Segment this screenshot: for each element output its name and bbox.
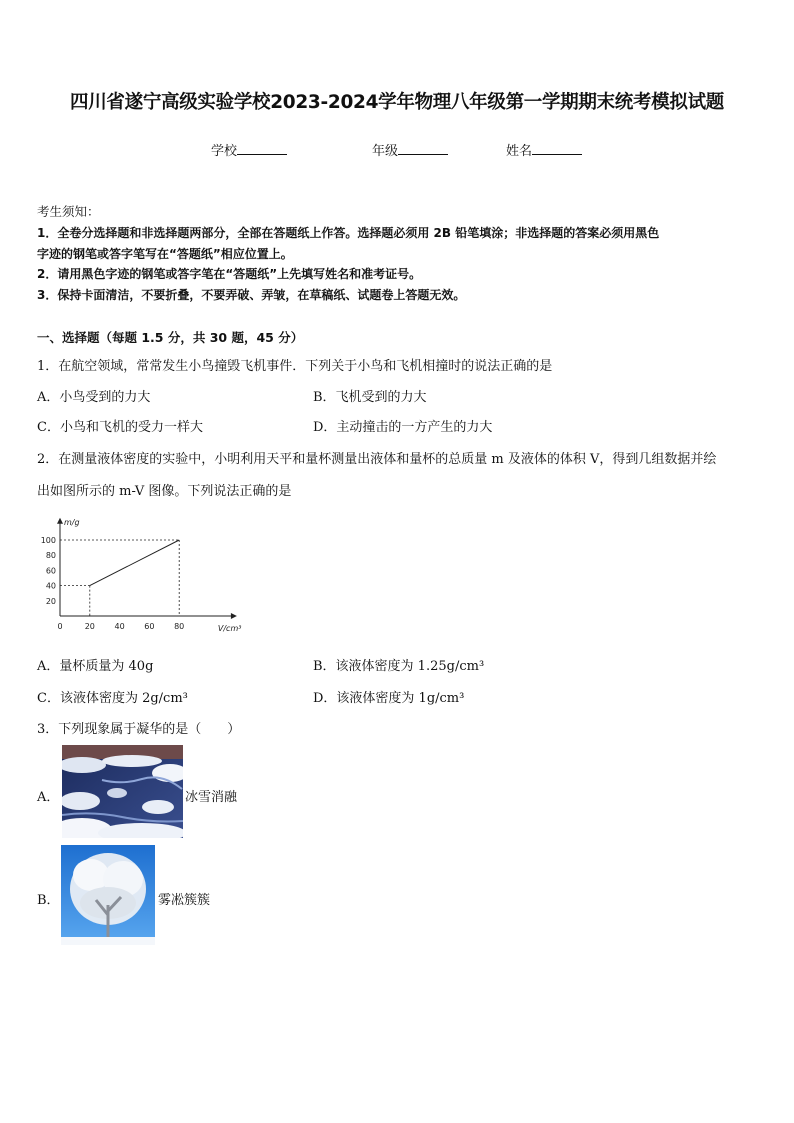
notice-line-3: 3．保持卡面清洁，不要折叠，不要弄破、弄皱，在草稿纸、试题卷上答题无效。: [37, 288, 466, 302]
y-tick-label: 40: [45, 581, 56, 591]
notice-heading: 考生须知：: [37, 204, 100, 219]
m-v-chart: [30, 508, 260, 638]
school-blank: [237, 142, 287, 155]
grade-field: [372, 140, 448, 159]
y-tick-label: 100: [40, 536, 56, 545]
q1-option-c: C．小鸟和飞机的受力一样大: [37, 420, 203, 435]
section-heading: 一、选择题（每题 1.5 分，共 30 题，45 分）: [37, 330, 304, 345]
school-field: [211, 140, 287, 159]
q3-option-a-caption: 冰雪消融: [185, 790, 238, 805]
q3-stem: 3．下列现象属于凝华的是（ ）: [37, 722, 241, 737]
x-axis-arrow: [231, 613, 237, 619]
melting-ice-photo: [62, 745, 183, 838]
series-line: [90, 540, 179, 586]
name-blank: [532, 142, 582, 155]
q2-option-c: C．该液体密度为 2g/cm³: [37, 691, 188, 706]
name-field: [506, 140, 582, 159]
q3-option-a-letter: A．: [37, 790, 60, 805]
q1-option-b: B．飞机受到的力大: [313, 390, 427, 405]
x-tick-label: 80: [174, 622, 185, 631]
q3-option-b-caption: 雾凇簇簇: [158, 893, 211, 908]
x-axis-label: V/cm³: [217, 624, 242, 633]
q1-option-a: A．小鸟受到的力大: [37, 390, 151, 405]
notice-line-2: 2．请用黑色字迹的钢笔或答字笔在“答题纸”上先填写姓名和准考证号。: [37, 267, 422, 281]
x-tick-label: 40: [114, 622, 125, 631]
x-tick-label: 60: [144, 622, 155, 631]
q2-stem-line2: 出如图所示的 m-V 图像。下列说法正确的是: [37, 484, 292, 499]
y-axis-arrow: [57, 518, 63, 524]
x-tick-label: 20: [84, 622, 95, 631]
q2-stem-line1: 2．在测量液体密度的实验中，小明利用天平和量杯测量出液体和量杯的总质量 m 及液体的体积 V，得到几组数据并绘: [37, 452, 717, 467]
x-tick-label: 0: [57, 622, 63, 631]
page-title: 四川省遂宁高级实验学校2023-2024学年物理八年级第一学期期末统考模拟试题: [70, 92, 724, 113]
q2-option-b: B．该液体密度为 1.25g/cm³: [313, 659, 485, 674]
y-tick-label: 20: [45, 596, 56, 606]
y-tick-label: 80: [45, 551, 56, 561]
q3-option-b-letter: B．: [37, 893, 60, 908]
school-label: 学校: [211, 144, 238, 159]
rime-tree-photo: [61, 845, 155, 945]
q1-option-d: D．主动撞击的一方产生的力大: [313, 420, 493, 435]
grade-blank: [398, 142, 448, 155]
notice-line-1b: 字迹的钢笔或答字笔写在“答题纸”相应位置上。: [37, 247, 293, 261]
q2-option-d: D．该液体密度为 1g/cm³: [313, 691, 465, 706]
q2-option-a: A．量杯质量为 40g: [37, 659, 154, 674]
name-label: 姓名: [506, 144, 533, 159]
grade-label: 年级: [372, 144, 399, 159]
y-axis-label: m/g: [64, 517, 80, 527]
q1-stem: 1．在航空领域，常常发生小鸟撞毁飞机事件．下列关于小鸟和飞机相撞时的说法正确的是: [37, 359, 553, 374]
y-tick-label: 60: [45, 566, 56, 576]
notice-line-1: 1．全卷分选择题和非选择题两部分，全部在答题纸上作答。选择题必须用 2B 铅笔填涂；非选择题的答案必须用黑色: [37, 226, 660, 240]
